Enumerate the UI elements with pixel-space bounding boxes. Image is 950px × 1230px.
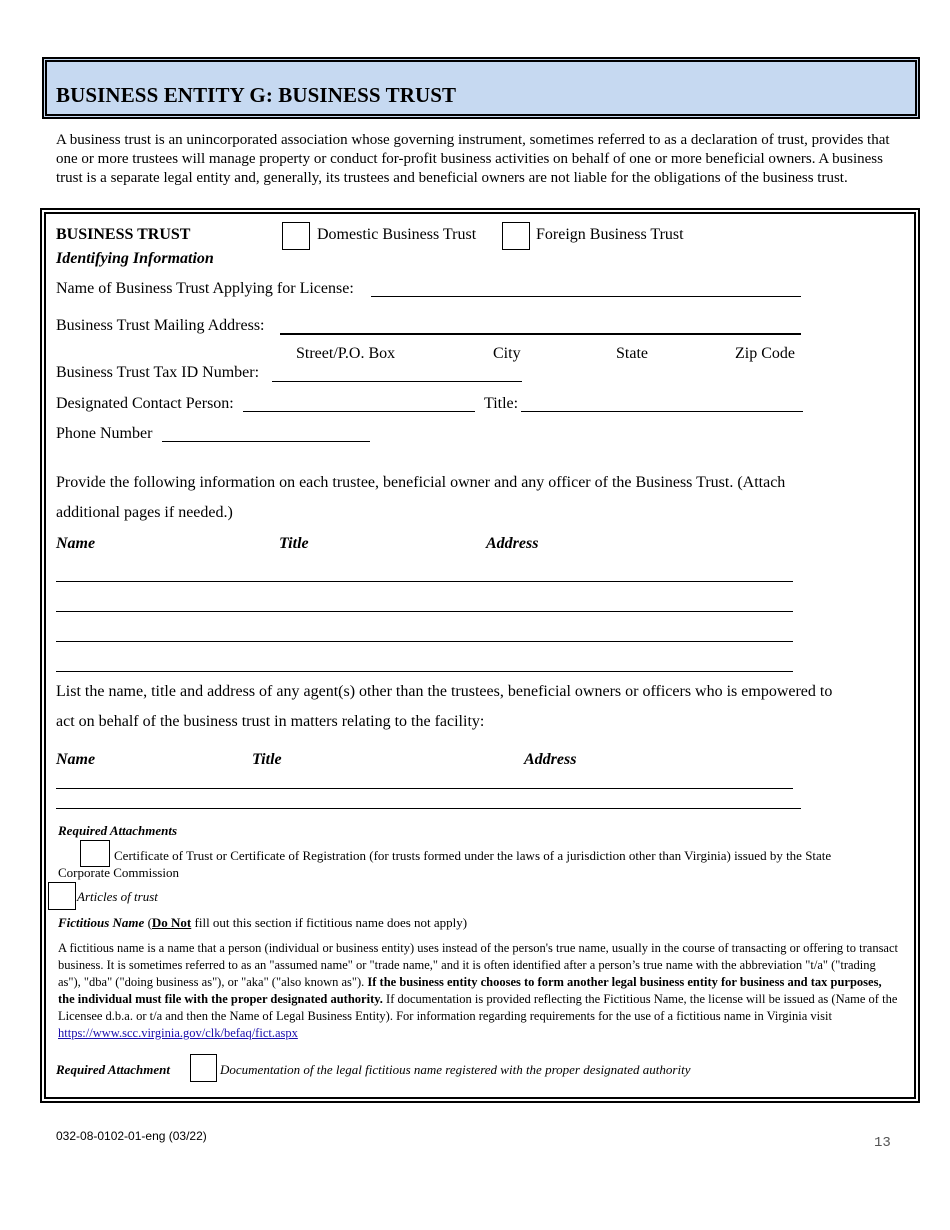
- domestic-label: Domestic Business Trust: [317, 226, 477, 243]
- intro-paragraph: A business trust is an unincorporated association whose governing instrument, sometimes referred to as a declaration of trust, provides that one or more trustees will manage property or conduct for-profit business activities on behalf of one or more beneficial owners. A business trust is a separate legal entity and, generally, its trustees and beneficial owners are not liable for the obligations of the business trust.: [56, 132, 890, 186]
- fictitious-heading-row: [58, 915, 467, 931]
- fictitious-do-not: Do Not: [151, 915, 192, 930]
- mailing-address-label: Business Trust Mailing Address:: [56, 317, 265, 334]
- required-attachment-label: Required Attachment: [56, 1062, 170, 1077]
- fictitious-para-bold: If the business entity chooses to form another legal business entity for business and tax purposes, the individual must file with the proper designated authority.: [58, 975, 882, 1006]
- trustees-instruction-line2: additional pages if needed.): [56, 504, 233, 521]
- trustee-row-line[interactable]: [56, 611, 793, 612]
- section-title: BUSINESS TRUST: [56, 226, 191, 243]
- domestic-checkbox[interactable]: [282, 222, 310, 250]
- page-number: 13: [874, 1135, 891, 1151]
- foreign-label: Foreign Business Trust: [536, 226, 684, 243]
- fictitious-paragraph: [58, 940, 898, 1042]
- contact-person-label: Designated Contact Person:: [56, 395, 234, 412]
- fictitious-doc-label: Documentation of the legal fictitious name registered with the proper designated authority: [220, 1062, 691, 1077]
- articles-checkbox[interactable]: [48, 882, 76, 910]
- trustees-col-name: Name: [56, 535, 96, 552]
- fictitious-link[interactable]: https://www.scc.virginia.gov/clk/befaq/fict.aspx: [58, 1026, 298, 1040]
- foreign-checkbox[interactable]: [502, 222, 530, 250]
- contact-person-field[interactable]: [243, 411, 475, 412]
- trustee-row-line[interactable]: [56, 671, 793, 672]
- phone-field[interactable]: [162, 441, 370, 442]
- fictitious-note-open: (: [147, 915, 152, 930]
- fictitious-note-rest: fill out this section if fictitious name does not apply): [191, 915, 468, 930]
- fictitious-heading: Fictitious Name: [58, 915, 145, 930]
- section-subtitle: Identifying Information: [56, 250, 214, 267]
- contact-title-label: Title:: [484, 395, 519, 412]
- trustees-col-address: Address: [486, 535, 539, 552]
- agents-col-name: Name: [56, 751, 96, 768]
- agents-col-title: Title: [252, 751, 282, 768]
- page-title: BUSINESS ENTITY G: BUSINESS TRUST: [56, 83, 457, 107]
- trust-name-field[interactable]: [371, 296, 801, 297]
- trust-name-label: Name of Business Trust Applying for License:: [56, 280, 354, 297]
- state-caption: State: [616, 345, 648, 362]
- agent-row-line[interactable]: [56, 788, 793, 789]
- trustee-row-line[interactable]: [56, 581, 793, 582]
- fictitious-para-part1: A fictitious name is a name that a person (individual or business entity) uses instead of the person's true name, usually in the course of transacting or offering to transact business. It is sometimes referred to as an "assumed name" or "trade name," and it is often identified after a person’s true name with the abbreviation "t/a" ("trading as"), "dba" ("doing business as"), or "aka" ("also known as").: [58, 941, 899, 989]
- city-caption: City: [493, 345, 521, 362]
- certificate-checkbox[interactable]: [80, 840, 110, 867]
- attachments-heading: Required Attachments: [58, 823, 178, 838]
- phone-label: Phone Number: [56, 425, 153, 442]
- tax-id-field[interactable]: [272, 381, 522, 382]
- tax-id-label: Business Trust Tax ID Number:: [56, 364, 260, 381]
- street-caption: Street/P.O. Box: [296, 345, 396, 362]
- mailing-address-field[interactable]: [280, 333, 801, 335]
- articles-label: Articles of trust: [77, 889, 158, 904]
- fictitious-doc-checkbox[interactable]: [190, 1054, 217, 1082]
- agents-col-address: Address: [524, 751, 577, 768]
- certificate-label-line1: Certificate of Trust or Certificate of Registration (for trusts formed under the laws of a jurisdiction other than Virginia) issued by the State: [114, 848, 832, 863]
- agent-row-line[interactable]: [56, 808, 801, 809]
- trustees-col-title: Title: [279, 535, 309, 552]
- zip-caption: Zip Code: [735, 345, 795, 362]
- fictitious-para-part2: If documentation is provided reflecting the Fictitious Name, the license will be issued as (Name of the Licensee d.b.a. or t/a and then the Name of Legal Business Entity). For information regarding requirements for the use of a fictitious name in Virginia visit: [58, 992, 898, 1023]
- certificate-label-line2: Corporate Commission: [58, 865, 179, 880]
- trustee-row-line[interactable]: [56, 641, 793, 642]
- contact-title-field[interactable]: [521, 411, 803, 412]
- form-code: 032-08-0102-01-eng (03/22): [56, 1129, 207, 1143]
- agents-instruction-line1: List the name, title and address of any agent(s) other than the trustees, beneficial owners or officers who is empowered to: [56, 683, 833, 700]
- agents-instruction-line2: act on behalf of the business trust in matters relating to the facility:: [56, 713, 485, 730]
- trustees-instruction-line1: Provide the following information on each trustee, beneficial owner and any officer of the Business Trust. (Attach: [56, 474, 786, 491]
